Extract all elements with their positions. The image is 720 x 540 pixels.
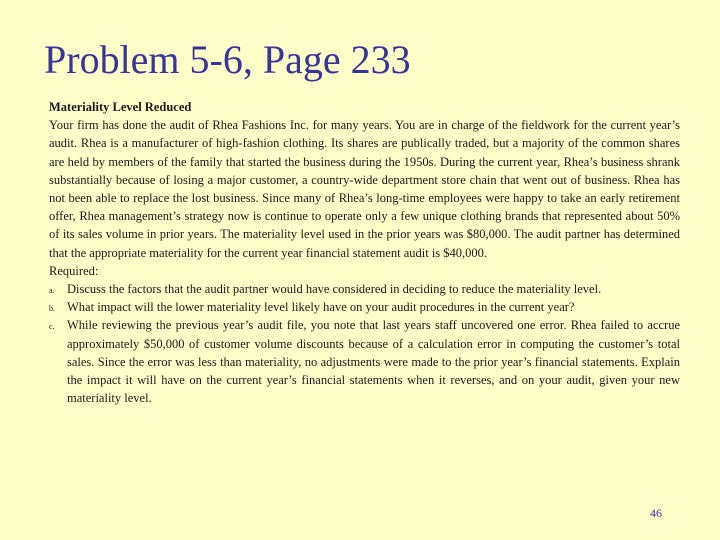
question-c-marker: c.: [49, 322, 55, 332]
problem-description: Your firm has done the audit of Rhea Fashions Inc. for many years. You are in charge of the fieldwork for the current year’s audit. Rhea is a manufacturer of high-fashion clothing. Its shares are publically traded, but a majority of the common shares are held by members of the family that started the business during the 1950s. During the current year, Rhea’s business shrank substantially because of losing a major customer, a country-wide department store chain that went out of business. Rhea has not been able to replace the lost business. Since many of Rhea’s long-time employees were happy to take an early retirement offer, Rhea management’s strategy now is continue to operate only a few unique clothing brands that represented about 50% of its sales volume in prior years. The materiality level used in the prior years was $80,000. The audit partner has determined that the appropriate materiality for the current year financial statement audit is $40,000.: [49, 118, 680, 260]
question-b-marker: b.: [49, 304, 55, 314]
question-c: [49, 316, 680, 407]
required-label: Required:: [49, 263, 99, 278]
slide-title: Problem 5-6, Page 233: [44, 37, 411, 82]
question-a-marker: a.: [49, 286, 55, 296]
slide-body: [49, 98, 680, 407]
problem-heading: Materiality Level Reduced: [49, 100, 192, 114]
question-list: [49, 280, 680, 407]
question-b: [49, 298, 680, 316]
question-a: [49, 280, 680, 298]
question-b-text: What impact will the lower materiality level likely have on your audit procedures in the current year?: [67, 300, 575, 315]
question-a-text: Discuss the factors that the audit partner would have considered in deciding to reduce the materiality level.: [67, 282, 602, 297]
question-c-text: While reviewing the previous year’s audit file, you note that last years staff uncovered one error. Rhea failed to accrue approximately $50,000 of customer volume discounts because of a calculation error in computing the customer’s total sales. Since the error was less than materiality, no adjustments were made to the prior year’s financial statements. Explain the impact it will have on the current year’s financial statements when it reverses, and on your audit, given your new materiality level.: [67, 318, 680, 406]
page-number: 46: [650, 506, 662, 520]
